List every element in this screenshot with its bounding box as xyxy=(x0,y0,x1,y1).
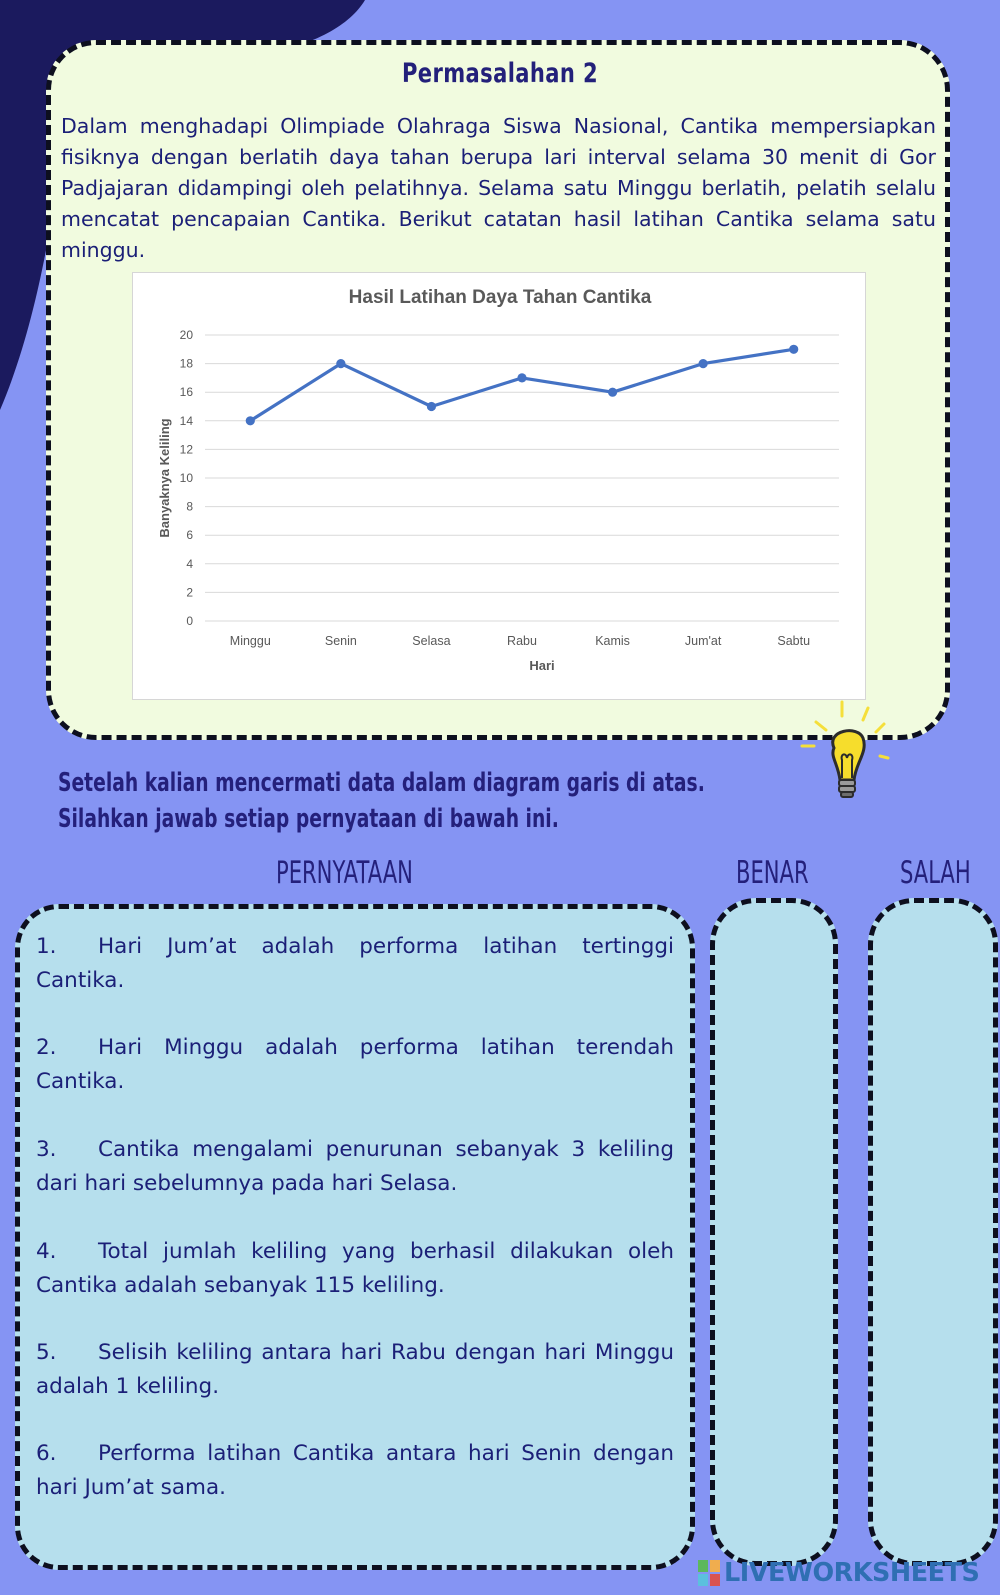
data-point xyxy=(699,359,708,368)
x-tick-label: Rabu xyxy=(507,634,537,648)
statement-text: Cantika mengalami penurunan sebanyak 3 keliling dari hari sebelumnya pada hari Selasa. xyxy=(36,1137,674,1196)
instruction-line-2: Silahkan jawab setiap pernyataan di bawah ini. xyxy=(58,804,559,834)
data-point xyxy=(517,373,526,382)
data-point xyxy=(608,388,617,397)
x-tick-label: Selasa xyxy=(412,634,451,648)
x-axis-label: Hari xyxy=(529,658,555,673)
statement-5[interactable] xyxy=(36,1336,674,1404)
data-point xyxy=(246,416,255,425)
statement-6[interactable] xyxy=(36,1437,674,1505)
x-tick-label: Jum'at xyxy=(684,634,722,648)
series-line xyxy=(250,349,793,421)
column-header-statements: PERNYATAAN xyxy=(276,855,413,891)
statement-text: Selisih keliling antara hari Rabu dengan hari Minggu adalah 1 keliling. xyxy=(36,1340,674,1399)
y-tick-label: 14 xyxy=(179,413,193,428)
statement-text: Hari Minggu adalah performa latihan terendah Cantika. xyxy=(36,1035,674,1094)
problem-intro: Dalam menghadapi Olimpiade Olahraga Siswa Nasional, Cantika mempersiapkan fisiknya dengan berlatih daya tahan berupa lari interval selama 30 menit di Gor Padjajaran didampingi oleh pelatihnya. Selama satu Minggu berlatih, pelatih selalu mencatat pencapaian Cantika. Berikut catatan hasil latihan Cantika selama satu minggu. xyxy=(61,114,936,262)
watermark-text: LIVEWORKSHEETS xyxy=(724,1558,980,1588)
lightbulb-icon xyxy=(796,700,906,825)
problem-title: Permasalahan 2 xyxy=(401,58,599,89)
y-tick-label: 2 xyxy=(186,585,193,600)
y-tick-label: 12 xyxy=(179,442,193,457)
y-tick-label: 6 xyxy=(186,528,193,543)
statement-text: Total jumlah keliling yang berhasil dilakukan oleh Cantika adalah sebanyak 115 keliling. xyxy=(36,1239,674,1298)
chart-title: Hasil Latihan Daya Tahan Cantika xyxy=(348,287,652,308)
line-chart-svg xyxy=(133,273,867,701)
statement-3[interactable] xyxy=(36,1133,674,1201)
data-point xyxy=(336,359,345,368)
statement-number: 1. xyxy=(36,934,57,959)
statement-number: 3. xyxy=(36,1137,57,1162)
column-header-false: SALAH xyxy=(900,855,971,891)
statement-number: 4. xyxy=(36,1239,57,1264)
statement-number: 5. xyxy=(36,1340,57,1365)
statement-2[interactable] xyxy=(36,1031,674,1099)
statement-4[interactable] xyxy=(36,1235,674,1303)
y-tick-label: 20 xyxy=(179,328,193,342)
y-tick-label: 18 xyxy=(179,356,193,371)
line-chart xyxy=(132,272,866,700)
statement-text: Hari Jum’at adalah performa latihan tertinggi Cantika. xyxy=(36,934,674,993)
data-point xyxy=(427,402,436,411)
y-tick-label: 16 xyxy=(179,385,193,400)
statement-number: 6. xyxy=(36,1441,57,1466)
false-drop-column[interactable] xyxy=(868,898,998,1566)
y-tick-label: 10 xyxy=(179,471,193,485)
data-point xyxy=(789,345,798,354)
statement-number: 2. xyxy=(36,1035,57,1060)
y-axis-label: Banyaknya Keliling xyxy=(157,418,172,538)
instruction-line-1: Setelah kalian mencermati data dalam diagram garis di atas. xyxy=(58,768,705,798)
watermark xyxy=(698,1557,985,1589)
y-tick-label: 0 xyxy=(186,614,193,628)
x-tick-label: Kamis xyxy=(595,634,630,648)
y-tick-label: 8 xyxy=(186,499,193,514)
x-tick-label: Sabtu xyxy=(777,634,811,648)
statement-text: Performa latihan Cantika antara hari Senin dengan hari Jum’at sama. xyxy=(36,1441,674,1500)
statement-1[interactable] xyxy=(36,930,674,998)
column-header-true: BENAR xyxy=(736,855,809,891)
liveworksheets-logo-icon xyxy=(698,1560,720,1586)
x-tick-label: Minggu xyxy=(229,634,271,648)
true-drop-column[interactable] xyxy=(710,898,838,1566)
y-tick-label: 4 xyxy=(186,556,193,571)
x-tick-label: Senin xyxy=(324,634,357,648)
